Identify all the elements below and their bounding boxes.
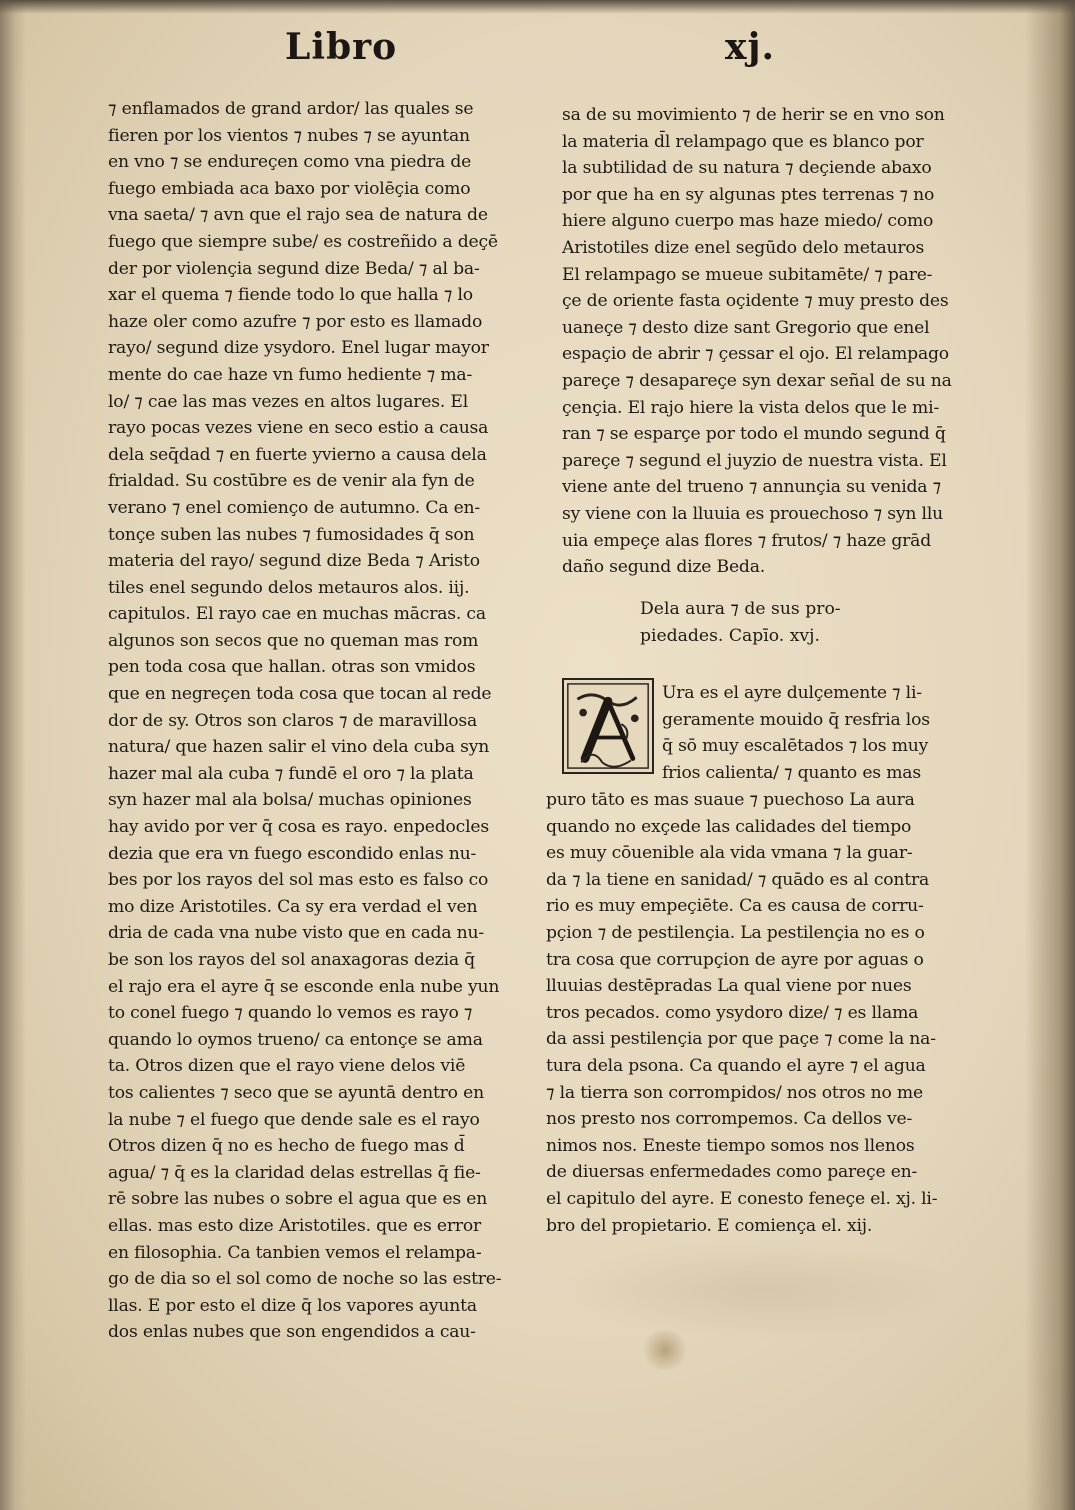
text-line: nimos nos. Eneste tiempo somos nos llenos [546,1135,915,1156]
text-line: la nube ⁊ el fuego que dende sale es el rayo [108,1109,480,1130]
right-column-top [562,102,952,581]
text-line: rio es muy empeçiēte. Ca es causa de corru- [546,896,924,917]
text-line: haze oler como azufre ⁊ por esto es llamado [108,311,483,332]
text-line: El relampago se mueue subitamēte/ ⁊ pare- [562,264,933,285]
text-line: en filosophia. Ca tanbien vemos el relampa- [108,1242,482,1263]
decorated-initial-icon [564,680,652,772]
text-line: el capitulo del ayre. E conesto feneçe el. xj. li- [546,1188,938,1209]
text-line: pareçe ⁊ segund el juyzio de nuestra vista. El [562,450,947,471]
text-line: çençia. El rajo hiere la vista delos que le mi- [562,397,940,418]
text-line: daño segund dize Beda. [562,557,766,578]
text-line: espaçio de abrir ⁊ çessar el ojo. El relampago [562,344,949,365]
text-line: uaneçe ⁊ desto dize sant Gregorio que enel [562,317,930,338]
text-line: dezia que era vn fuego escondido enlas nu- [108,843,477,864]
text-line: tonçe suben las nubes ⁊ fumosidades q̄ son [108,524,475,545]
text-line: mente do cae haze vn fumo hediente ⁊ ma- [108,364,473,385]
text-line: agua/ ⁊ q̄ es la claridad delas estrellas q̄ fie- [108,1162,481,1183]
text-line: algunos son secos que no queman mas rom [108,630,479,651]
chapter-heading [640,596,841,649]
text-line: fieren por los vientos ⁊ nubes ⁊ se ayuntan [108,125,470,146]
text-line: capitulos. El rayo cae en muchas mācras. ca [108,604,486,625]
page-edge-left [0,0,26,1510]
chapter-heading-line: Dela aura ⁊ de sus pro- [640,599,841,619]
text-line: Aristotiles dize enel segūdo delo metauros [562,237,925,258]
text-line: viene ante del trueno ⁊ annunçia su venida ⁊ [562,477,941,498]
text-line: çe de oriente fasta oçidente ⁊ muy presto des [562,291,949,312]
text-line: lluuias destēpradas La qual viene por nues [546,976,912,997]
text-line: tiles enel segundo delos metauros alos. iij. [108,577,470,598]
text-line: da assi pestilençia por que paçe ⁊ come la na- [546,1029,936,1050]
text-line: pçion ⁊ de pestilençia. La pestilençia no es o [546,922,925,943]
text-line: vna saeta/ ⁊ avn que el rajo sea de natura de [108,205,488,226]
text-line: uia empeçe alas flores ⁊ frutos/ ⁊ haze grād [562,530,931,551]
text-line: es muy cōuenible ala vida vmana ⁊ la guar- [546,843,913,864]
text-line: quando lo oymos trueno/ ca entonçe se ama [108,1029,483,1050]
text-line: bro del propietario. E comiença el. xij. [546,1215,873,1236]
text-line: de diuersas enfermedades como pareçe en- [546,1162,918,1183]
text-line: da ⁊ la tiene en sanidad/ ⁊ quādo es al contra [546,869,930,890]
text-line: sy viene con la lluuia es prouechoso ⁊ syn llu [562,503,944,524]
decorated-initial-a [562,678,654,774]
text-line: fuego que siempre sube/ es costreñido a deçē [108,231,498,252]
page-edge-right [1025,0,1075,1510]
text-line: llas. E por esto el dize q̄ los vapores ayunta [108,1295,477,1316]
text-line: el rajo era el ayre q̄ se esconde enla nube yun [108,976,500,997]
text-line: dos enlas nubes que son engendidos a cau- [108,1322,476,1343]
text-line: rē sobre las nubes o sobre el agua que es en [108,1189,488,1210]
text-line: verano ⁊ enel comienço de autumno. Ca en- [108,497,481,518]
running-head-right: xj. [725,26,776,68]
text-line: ta. Otros dizen que el rayo viene delos viē [108,1056,466,1077]
text-line: Otros dizen q̄ no es hecho de fuego mas d̄ [108,1136,465,1157]
text-line: go de dia so el sol como de noche so las estre- [108,1269,502,1290]
paper-stain [560,1240,960,1340]
text-line: tra cosa que corrupçion de ayre por aguas o [546,949,924,970]
text-line: der por violençia segund dize Beda/ ⁊ al ba- [108,258,480,279]
text-line: puro tāto es mas suaue ⁊ puechoso La aura [546,790,915,810]
text-line: pareçe ⁊ desapareçe syn dexar señal de su na [562,370,952,391]
text-line: dria de cada vna nube visto que en cada nu- [108,923,485,944]
text-line: dela seq̄dad ⁊ en fuerte yvierno a causa dela [108,444,487,465]
text-line: por que ha en sy algunas ptes terrenas ⁊ no [562,184,935,205]
text-line: hiere alguno cuerpo mas haze miedo/ como [562,211,934,232]
text-line: natura/ que hazen salir el vino dela cuba syn [108,737,490,758]
text-line: frialdad. Su costūbre es de venir ala fyn de [108,471,475,492]
text-line: dor de sy. Otros son claros ⁊ de maravillosa [108,710,478,731]
text-line: ⁊ la tierra son corrompidos/ nos otros no me [546,1082,923,1103]
text-line: rayo/ segund dize ysydoro. Enel lugar mayor [108,338,489,359]
left-column [108,96,508,1346]
text-line: tura dela psona. Ca quando el ayre ⁊ el agua [546,1055,926,1076]
text-line: bes por los rayos del sol mas esto es falso co [108,870,489,891]
right-column-bottom [546,787,937,1239]
text-line: tros pecados. como ysydoro dize/ ⁊ es llama [546,1002,919,1023]
running-head-left: Libro [285,26,398,68]
text-line: to conel fuego ⁊ quando lo vemos es rayo ⁊ [108,1003,473,1024]
text-line: pen toda cosa que hallan. otras son vmidos [108,657,476,678]
text-line: quando no exçede las calidades del tiempo [546,816,912,837]
text-line: frios calienta/ ⁊ quanto es mas [662,762,921,783]
text-line: la materia d̄l relampago que es blanco por [562,131,924,152]
text-line: rayo pocas vezes viene en seco estio a causa [108,418,489,439]
text-line: nos presto nos corrompemos. Ca dellos ve- [546,1109,913,1130]
paper-stain [640,1330,690,1370]
text-line: ran ⁊ se esparçe por todo el mundo segund q̄ [562,424,946,445]
text-line: syn hazer mal ala bolsa/ muchas opiniones [108,790,472,811]
text-line: la subtilidad de su natura ⁊ deçiende abaxo [562,158,932,179]
chapter-heading-line: piedades. Capīo. xvj. [640,625,820,646]
text-line: mo dize Aristotiles. Ca sy era verdad el ven [108,896,478,917]
text-line: lo/ ⁊ cae las mas vezes en altos lugares. El [108,391,469,412]
text-line: ellas. mas esto dize Aristotiles. que es error [108,1215,482,1236]
text-line: xar el quema ⁊ fiende todo lo que halla ⁊ lo [108,285,473,306]
text-line: q̄ sō muy escalētados ⁊ los muy [662,736,929,757]
text-line: ⁊ enflamados de grand ardor/ las quales se [108,99,474,119]
text-line: geramente mouido q̄ resfria los [662,709,930,730]
text-line: tos calientes ⁊ seco que se ayuntā dentro en [108,1082,484,1103]
text-line: be son los rayos del sol anaxagoras dezia q̄ [108,950,475,970]
text-line: sa de su movimiento ⁊ de herir se en vno son [562,105,945,125]
text-line: materia del rayo/ segund dize Beda ⁊ Aristo [108,551,480,572]
text-line: Ura es el ayre dulçemente ⁊ li- [662,683,922,703]
right-column-indented [662,680,930,786]
text-line: hazer mal ala cuba ⁊ fundē el oro ⁊ la plata [108,763,474,784]
text-line: fuego embiada aca baxo por violēçia como [108,178,471,199]
text-line: hay avido por ver q̄ cosa es rayo. enpedocles [108,817,489,838]
text-line: en vno ⁊ se endureçen como vna piedra de [108,152,472,173]
text-line: que en negreçen toda cosa que tocan al rede [108,684,492,705]
page-edge-top [0,0,1075,14]
